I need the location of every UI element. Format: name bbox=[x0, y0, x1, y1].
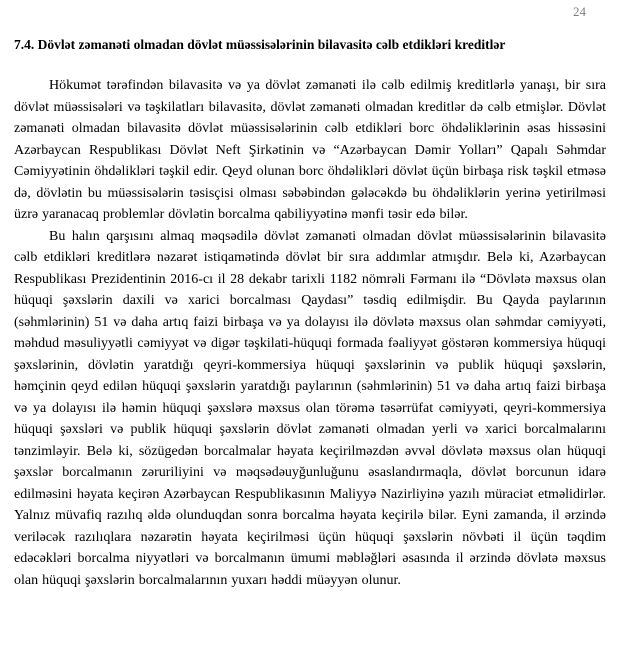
paragraph-2: Bu halın qarşısını almaq məqsədilə dövlət zəmanəti olmadan dövlət müəssisələrinin bilavasitə cəlb etdikləri kreditlərə nəzarət istiqamətində dövlət bir sıra addımlar atmışdır. Belə ki, Azərbaycan Respublikası Prezidentinin 2016-cı il 28 dekabr tarixli 1182 nömrəli Fərmanı ilə “Dövlətə məxsus olan hüquqi şəxslərin daxili və xarici borcalması Qaydası” təsdiq edilmişdir. Bu Qayda paylarının (səhmlərinin) 51 və daha artıq faizi birbaşa və ya dolayısı ilə dövlətə məxsus olan səhmdar cəmiyyəti, məhdud məsuliyyətli cəmiyyət və digər təşkilati-hüquqi formada fəaliyyət göstərən kommersiya hüquqi şəxslərinin, dövlətin yaratdığı qeyri-kommersiya hüquqi şəxslərinin və publik hüquqi şəxslərin, həmçinin qeyd edilən hüquqi şəxslərin yaratdığı paylarının (səhmlərinin) 51 və daha artıq faizi birbaşa və ya dolayısı ilə həmin hüquqi şəxslərə məxsus olan törəmə təsərrüfat cəmiyyəti, qeyri-kommersiya hüquqi şəxsləri və publik hüquqi şəxslərin dövlət zəmanəti olmadan yerli və xarici borcalmalarını tənzimləyir. Belə ki, sözügedən borcalmalar həyata keçirilməzdən əvvəl dövlətə məxsus olan hüquqi şəxslər borcalmanın zəruriliyini və məqsədəuyğunluğunu əsaslandırmaqla, dövlət borcunun idarə edilməsini həyata keçirən Azərbaycan Respublikasının Maliyyə Nazirliyinə yazılı müraciət etməlidirlər. Yalnız müvafiq razılıq əldə olunduqdan sonra borcalma həyata keçirilə bilər. Eyni zamanda, il ərzində veriləcək razılıqlara nəzarətin həyata keçirilməsi üçün hüquqi şəxslərin növbəti il üçün təqdim edəcəkləri borcalma niyyətləri və borcalmanın ümumi məbləğləri əsasında il ərzində dövlətə məxsus olan hüquqi şəxslərin borcalmalarının yuxarı həddi müəyyən olunur. bbox=[14, 228, 606, 588]
section-heading: 7.4. Dövlət zəmanəti olmadan dövlət müəssisələrinin bilavasitə cəlb etdikləri kreditlər bbox=[14, 37, 506, 52]
paragraph-1: Hökumət tərəfindən bilavasitə və ya dövlət zəmanəti ilə cəlb edilmiş kreditlərlə yanaşı, bir sıra dövlət müəssisələri və təşkilatları bilavasitə, dövlət zəmanəti olmadan kreditlər də cəlb etmişlər. Dövlət zəmanəti olmadan bilavasitə dövlət müəssisələrinin cəlb etdikləri borc öhdəliklərinin əsas hissəsini Azərbaycan Respublikası Dövlət Neft Şirkətinin və “Azərbaycan Dəmir Yolları” Qapalı Səhmdar Cəmiyyətinin öhdəlikləri təşkil edir. Qeyd olunan borc öhdəlikləri dövlət üçün birbaşa risk təşkil etməsə də, dövlətin bu müəssisələrin təsisçisi olması səbəbindən gələcəkdə bu öhdəliklərin yerinə yetirilməsi üzrə yaranacaq problemlər dövlətin borcalma qabiliyyətinə mənfi təsir edə bilər. bbox=[14, 78, 606, 222]
page-number: 24 bbox=[573, 4, 586, 19]
